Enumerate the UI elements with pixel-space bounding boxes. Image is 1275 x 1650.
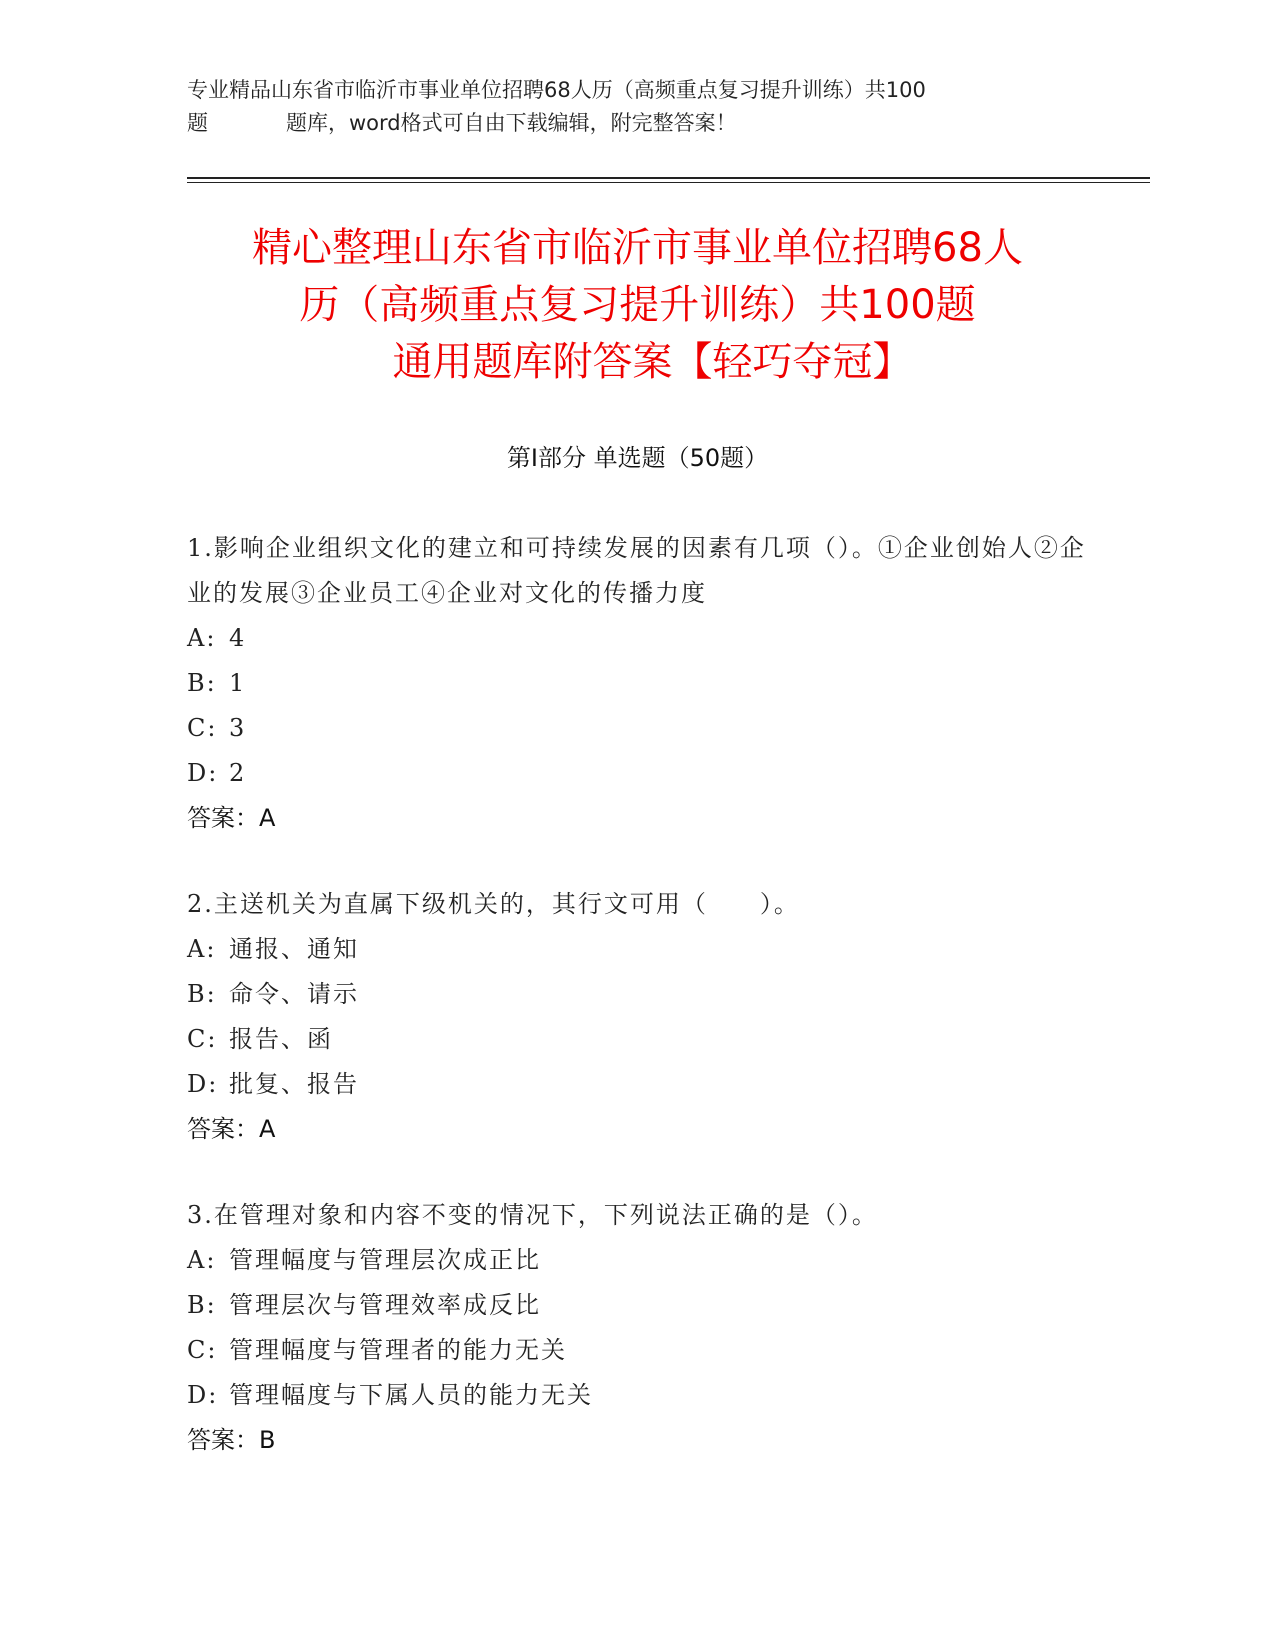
document-title xyxy=(150,220,1125,391)
answer: 答案：A xyxy=(187,1115,276,1143)
section-title: 第I部分 单选题（50题） xyxy=(506,444,769,472)
option-label: B: xyxy=(187,669,217,697)
option-label: D: xyxy=(187,759,219,787)
option-label: D: xyxy=(187,1381,219,1409)
option-text: 管理层次与管理效率成反比 xyxy=(229,1291,541,1319)
answer: 答案：B xyxy=(187,1426,276,1454)
header-line-2-start: 题 xyxy=(187,111,208,135)
question-text: 3.在管理对象和内容不变的情况下，下列说法正确的是（）。 xyxy=(187,1201,878,1229)
option-label: A: xyxy=(187,624,217,652)
question-text: 1.影响企业组织文化的建立和可持续发展的因素有几项（）。①企业创始人②企业的发展③企业员工④企业对文化的传播力度 xyxy=(187,534,1086,607)
option-text: 管理幅度与下属人员的能力无关 xyxy=(229,1381,593,1409)
option-text: 通报、通知 xyxy=(229,935,359,963)
option-d xyxy=(187,751,1087,796)
option-a xyxy=(187,616,1087,661)
option-d xyxy=(187,1373,1087,1418)
option-text: 管理幅度与管理层次成正比 xyxy=(229,1246,541,1274)
question-list xyxy=(187,526,1087,1504)
question-1 xyxy=(187,526,1087,841)
option-text: 管理幅度与管理者的能力无关 xyxy=(229,1336,567,1364)
option-text: 4 xyxy=(229,624,247,652)
option-text: 报告、函 xyxy=(229,1025,333,1053)
question-3 xyxy=(187,1193,1087,1463)
option-label: D: xyxy=(187,1070,219,1098)
option-text: 命令、请示 xyxy=(229,980,359,1008)
answer: 答案：A xyxy=(187,804,276,832)
option-text: 2 xyxy=(229,759,247,787)
header-line-2 xyxy=(187,107,1087,140)
question-2 xyxy=(187,882,1087,1152)
option-c xyxy=(187,1328,1087,1373)
title-line-2: 历（高频重点复习提升训练）共100题 xyxy=(299,282,976,328)
option-c xyxy=(187,706,1087,751)
header-line-2-rest: 题库，word格式可自由下载编辑，附完整答案！ xyxy=(286,111,737,135)
option-d xyxy=(187,1062,1087,1107)
option-text: 批复、报告 xyxy=(229,1070,359,1098)
option-label: A: xyxy=(187,1246,217,1274)
option-label: C: xyxy=(187,1336,218,1364)
option-label: B: xyxy=(187,980,217,1008)
option-text: 1 xyxy=(229,669,247,697)
option-label: A: xyxy=(187,935,217,963)
question-text: 2.主送机关为直属下级机关的，其行文可用（ ）。 xyxy=(187,890,800,918)
header-line-1: 专业精品山东省市临沂市事业单位招聘68人历（高频重点复习提升训练）共100 xyxy=(187,78,926,102)
title-line-3: 通用题库附答案【轻巧夺冠】 xyxy=(392,339,913,385)
option-b xyxy=(187,661,1087,706)
option-label: B: xyxy=(187,1291,217,1319)
option-label: C: xyxy=(187,714,218,742)
option-label: C: xyxy=(187,1025,218,1053)
header-divider-thick xyxy=(187,177,1150,179)
header-divider-thin xyxy=(187,182,1150,183)
option-a xyxy=(187,1238,1087,1283)
option-b xyxy=(187,1283,1087,1328)
option-a xyxy=(187,927,1087,972)
option-text: 3 xyxy=(229,714,247,742)
option-c xyxy=(187,1017,1087,1062)
page-header xyxy=(187,74,1087,140)
title-line-1: 精心整理山东省市临沂市事业单位招聘68人 xyxy=(252,225,1023,271)
option-b xyxy=(187,972,1087,1017)
